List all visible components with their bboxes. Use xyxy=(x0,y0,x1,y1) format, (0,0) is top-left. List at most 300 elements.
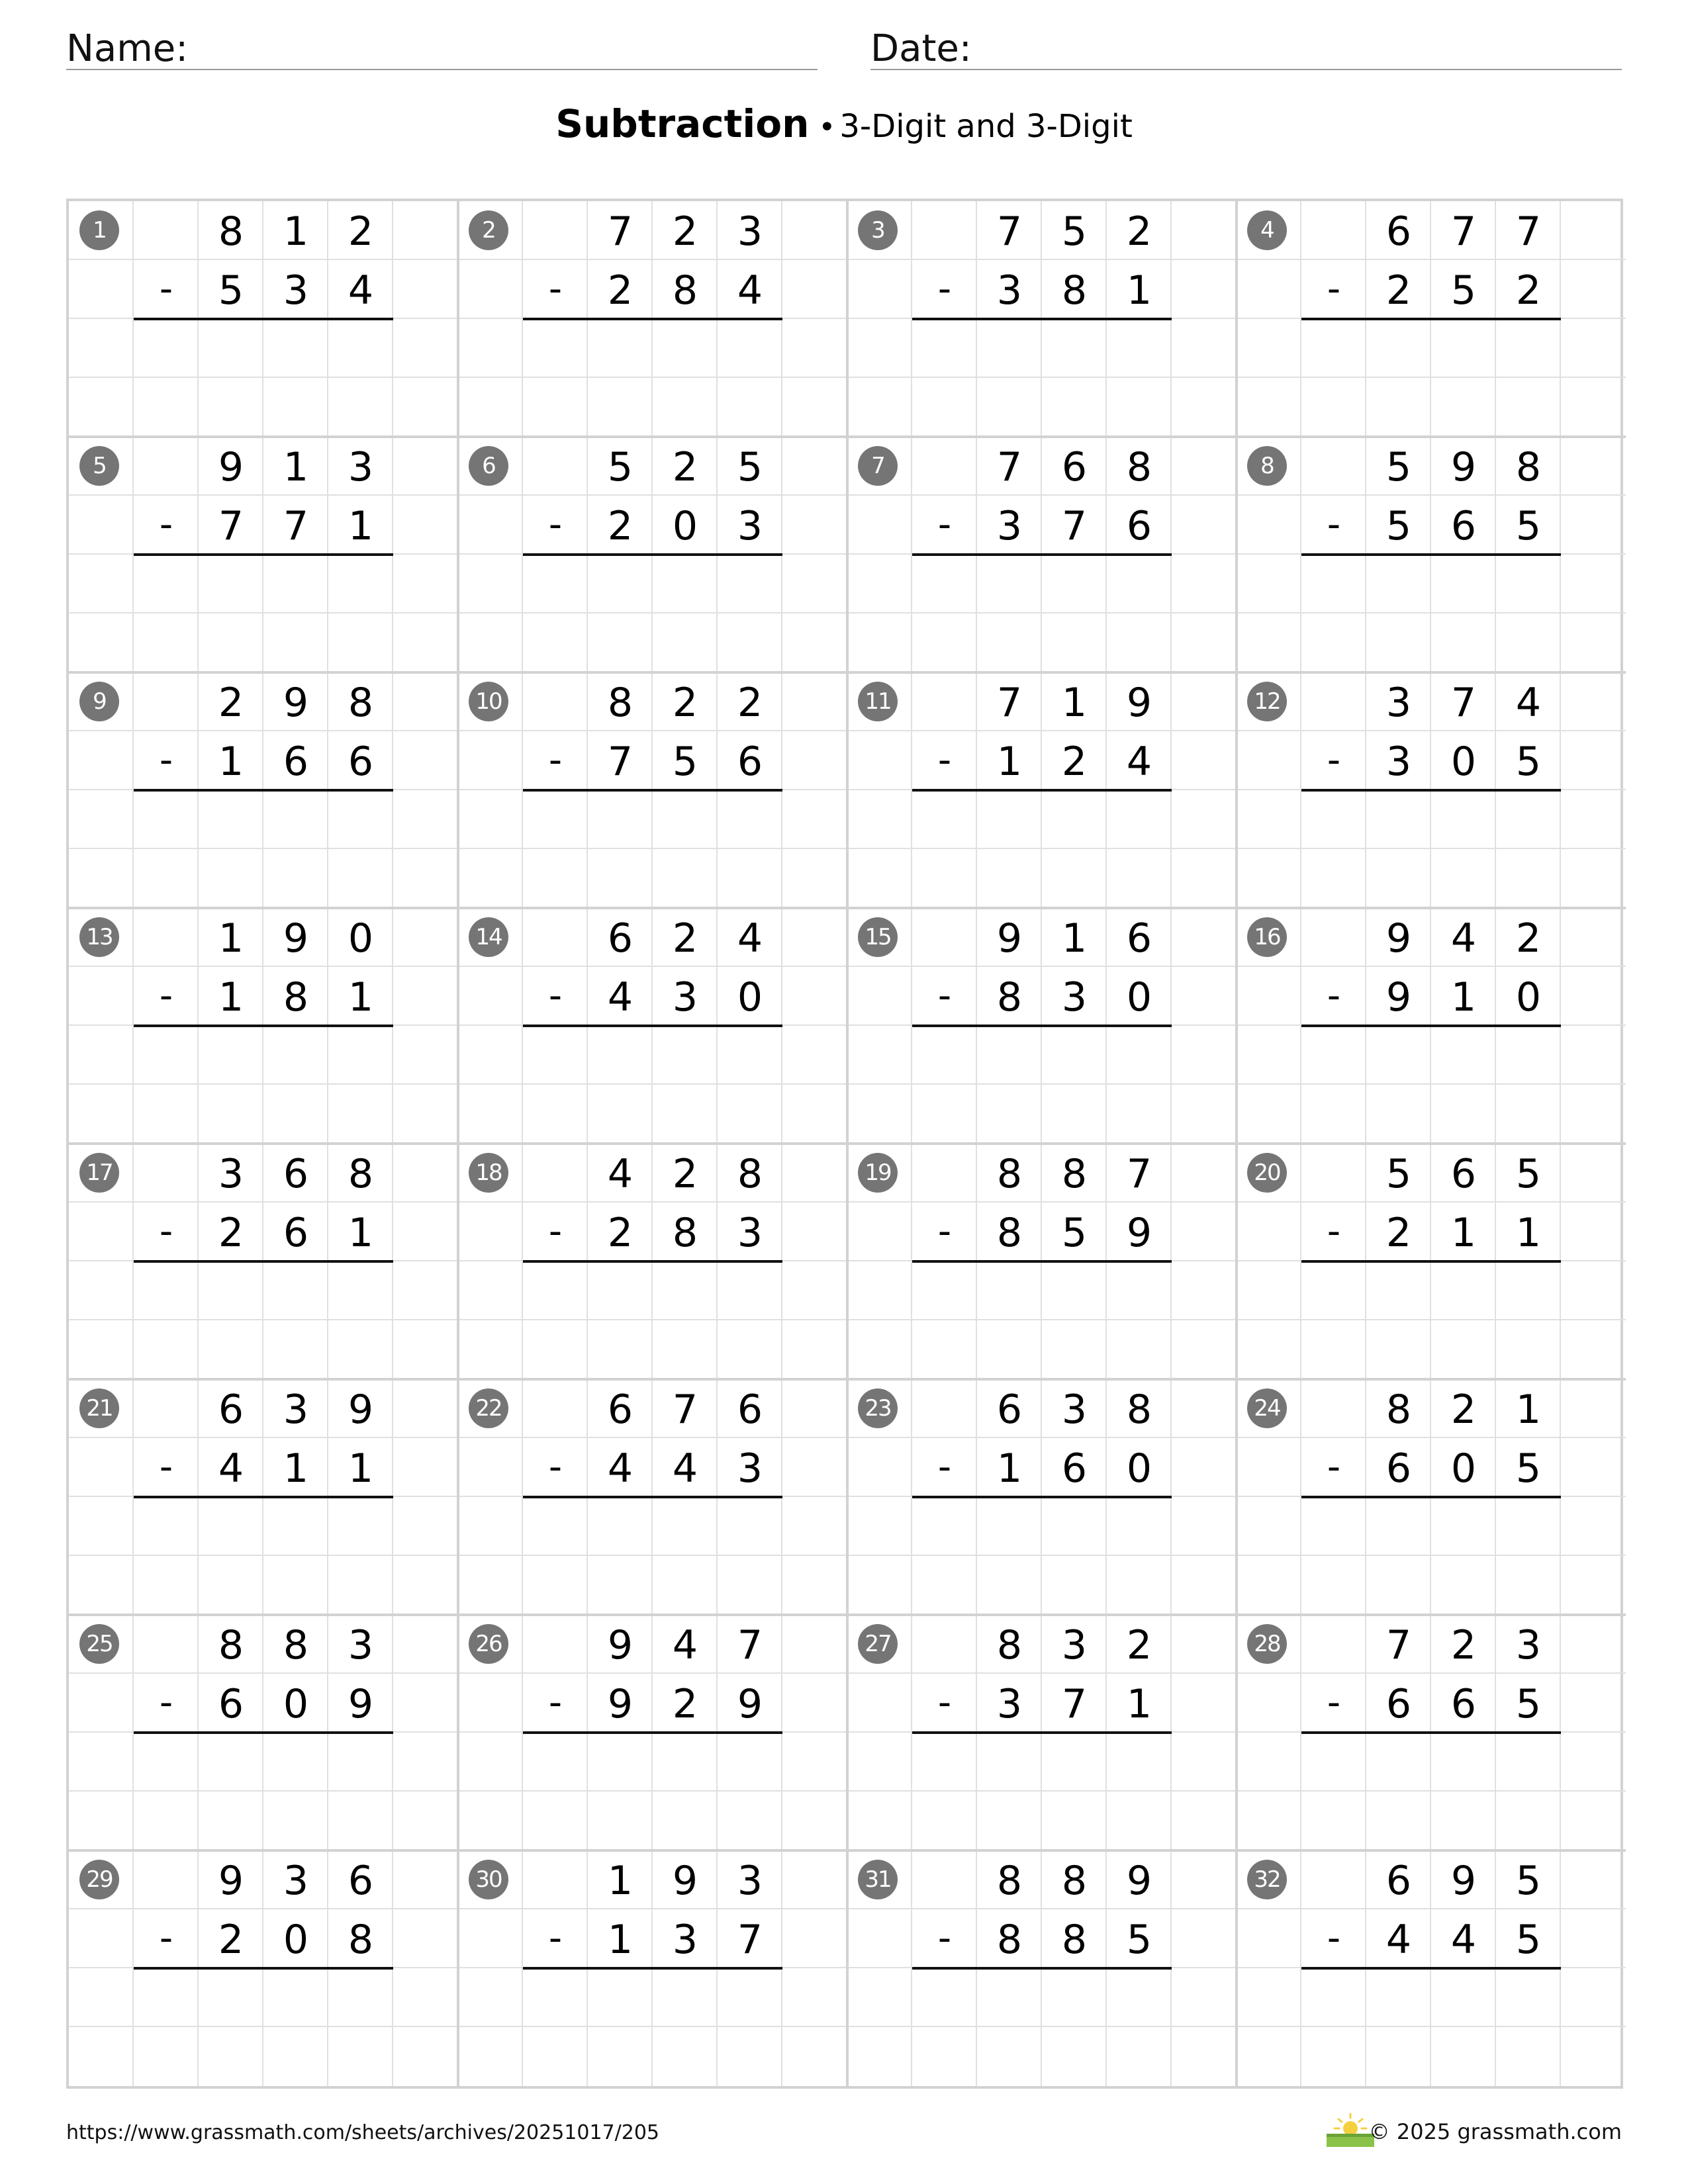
grid-cell xyxy=(1301,672,1366,731)
grid-cell xyxy=(1561,1674,1626,1733)
grid-cell xyxy=(912,1379,977,1438)
grid-cell xyxy=(1301,1144,1366,1203)
problem-number-badge: 2 xyxy=(469,210,508,250)
subtrahend-digit: 5 xyxy=(1515,1681,1542,1727)
subtrahend-digit: 1 xyxy=(996,739,1023,785)
minuend-digit: 6 xyxy=(348,1858,374,1904)
grid-cell xyxy=(458,849,523,908)
subtrahend-digit: 3 xyxy=(672,1917,698,1963)
answer-area[interactable] xyxy=(1301,1497,1561,1615)
grid-cell xyxy=(1301,1379,1366,1438)
grid-cell xyxy=(69,260,134,319)
grid-cell xyxy=(69,555,134,614)
grid-cell xyxy=(393,319,458,378)
subtrahend-digit: 3 xyxy=(283,267,309,314)
grid-cell xyxy=(69,378,134,437)
subtrahend-digit: 2 xyxy=(607,1210,633,1256)
grid-cell xyxy=(1561,1026,1626,1085)
minuend-digit: 9 xyxy=(348,1387,374,1433)
grid-cell xyxy=(1172,1438,1237,1497)
grid-cell xyxy=(1561,2027,1626,2086)
subtrahend-digit: 1 xyxy=(1450,974,1477,1021)
subtrahend-digit: 2 xyxy=(1061,739,1088,785)
answer-area[interactable] xyxy=(1301,790,1561,908)
subtrahend-digit: 2 xyxy=(1515,267,1542,314)
subtrahend-digit: 4 xyxy=(672,1445,698,1492)
subtrahend-digit: 6 xyxy=(1061,1445,1088,1492)
grid-cell xyxy=(458,1085,523,1144)
subtrahend-digit: 2 xyxy=(1385,267,1412,314)
grid-cell xyxy=(847,1556,912,1615)
grid-cell xyxy=(1172,849,1237,908)
subtrahend-digit: 3 xyxy=(996,1681,1023,1727)
problem-number-badge: 20 xyxy=(1247,1153,1287,1193)
grid-cell xyxy=(1172,1085,1237,1144)
subtrahend-digit: 0 xyxy=(1515,974,1542,1021)
subtrahend-digit: 8 xyxy=(283,974,309,1021)
minuend-digit: 4 xyxy=(607,1151,633,1197)
grid-cell xyxy=(458,1733,523,1792)
subtrahend-digit: 8 xyxy=(348,1917,374,1963)
subtrahend-digit: 6 xyxy=(1450,1681,1477,1727)
subtrahend-digit: 4 xyxy=(1450,1917,1477,1963)
subtrahend-digit: 6 xyxy=(283,739,309,785)
answer-area[interactable] xyxy=(912,1968,1172,2086)
grid-cell xyxy=(393,1968,458,2027)
minus-sign: - xyxy=(548,974,563,1017)
grid-cell xyxy=(1172,1674,1237,1733)
grid-cell xyxy=(782,1026,847,1085)
grid-cell xyxy=(847,849,912,908)
minuend-digit: 6 xyxy=(996,1387,1023,1433)
minuend-digit: 8 xyxy=(218,208,244,255)
grid-cell xyxy=(847,1026,912,1085)
answer-area[interactable] xyxy=(1301,1968,1561,2086)
grid-cell xyxy=(1237,1438,1301,1497)
minuend-digit: 4 xyxy=(672,1622,698,1668)
grid-cell xyxy=(523,908,588,967)
grid-cell xyxy=(1172,260,1237,319)
answer-area[interactable] xyxy=(912,1497,1172,1615)
grid-cell xyxy=(69,1909,134,1968)
grid-cell xyxy=(458,731,523,790)
answer-area[interactable] xyxy=(134,1026,393,1144)
grid-cell xyxy=(847,1792,912,1850)
subtrahend-digit: 5 xyxy=(1126,1917,1152,1963)
grid-cell xyxy=(912,1144,977,1203)
minus-sign: - xyxy=(937,1445,952,1488)
minuend-digit: 6 xyxy=(218,1387,244,1433)
grid-cell xyxy=(134,908,199,967)
subtrahend-digit: 1 xyxy=(283,1445,309,1492)
grid-cell xyxy=(1561,1261,1626,1320)
grid-cell xyxy=(1301,1850,1366,1909)
minus-sign: - xyxy=(937,974,952,1017)
answer-area[interactable] xyxy=(1301,1733,1561,1850)
minuend-digit: 5 xyxy=(1515,1858,1542,1904)
answer-area[interactable] xyxy=(134,319,393,437)
grid-cell xyxy=(847,378,912,437)
answer-area[interactable] xyxy=(912,790,1172,908)
answer-area[interactable] xyxy=(134,1261,393,1379)
subtrahend-digit: 9 xyxy=(1126,1210,1152,1256)
subtrahend-digit: 4 xyxy=(607,1445,633,1492)
subtrahend-digit: 0 xyxy=(283,1917,309,1963)
grid-cell xyxy=(1301,437,1366,496)
answer-area[interactable] xyxy=(1301,1261,1561,1379)
minuend-digit: 7 xyxy=(737,1622,763,1668)
grid-cell xyxy=(69,1261,134,1320)
grid-cell xyxy=(134,1615,199,1674)
grid-cell xyxy=(393,555,458,614)
grid-cell xyxy=(1237,1968,1301,2027)
minuend-digit: 7 xyxy=(1385,1622,1412,1668)
grid-cell xyxy=(1172,1850,1237,1909)
grid-cell xyxy=(782,1438,847,1497)
problem-number-badge: 15 xyxy=(858,917,898,957)
grid-cell xyxy=(1561,319,1626,378)
subtrahend-digit: 1 xyxy=(1126,1681,1152,1727)
grid-cell xyxy=(458,1261,523,1320)
grid-cell xyxy=(847,1968,912,2027)
minuend-digit: 3 xyxy=(283,1858,309,1904)
grid-cell xyxy=(393,2027,458,2086)
grid-cell xyxy=(782,1556,847,1615)
grid-cell xyxy=(1172,1320,1237,1379)
minuend-digit: 1 xyxy=(1515,1387,1542,1433)
minuend-digit: 9 xyxy=(1450,444,1477,490)
grid-cell xyxy=(393,1615,458,1674)
minus-sign: - xyxy=(548,739,563,782)
grid-cell xyxy=(1301,908,1366,967)
grid-cell xyxy=(134,437,199,496)
problem-number-badge: 13 xyxy=(79,917,119,957)
grid-cell xyxy=(1561,1203,1626,1261)
minuend-digit: 2 xyxy=(1515,915,1542,962)
answer-area[interactable] xyxy=(134,1733,393,1850)
problem-number-badge: 11 xyxy=(858,682,898,721)
minuend-digit: 9 xyxy=(283,680,309,726)
minus-sign: - xyxy=(159,1210,173,1253)
grid-cell xyxy=(847,1674,912,1733)
grid-cell xyxy=(458,1320,523,1379)
grid-cell xyxy=(847,967,912,1026)
subtrahend-digit: 5 xyxy=(218,267,244,314)
minuend-digit: 2 xyxy=(1126,208,1152,255)
grid-cell xyxy=(393,731,458,790)
answer-area[interactable] xyxy=(523,319,782,437)
minuend-digit: 2 xyxy=(672,444,698,490)
minus-sign: - xyxy=(548,1917,563,1960)
answer-area[interactable] xyxy=(134,555,393,672)
grid-cell xyxy=(1237,319,1301,378)
grid-cell xyxy=(69,1438,134,1497)
grid-cell xyxy=(782,672,847,731)
grid-cell xyxy=(1237,1320,1301,1379)
subtrahend-digit: 6 xyxy=(1385,1445,1412,1492)
minuend-digit: 9 xyxy=(1126,1858,1152,1904)
subtrahend-digit: 5 xyxy=(1515,1917,1542,1963)
grid-cell xyxy=(1561,1968,1626,2027)
grid-cell xyxy=(782,2027,847,2086)
subtrahend-digit: 3 xyxy=(996,503,1023,549)
minuend-digit: 9 xyxy=(283,915,309,962)
grid-cell xyxy=(1172,555,1237,614)
subtrahend-digit: 5 xyxy=(1385,503,1412,549)
answer-area[interactable] xyxy=(1301,319,1561,437)
grid-cell xyxy=(1237,1674,1301,1733)
grid-cell xyxy=(523,672,588,731)
grid-cell xyxy=(782,1674,847,1733)
minuend-digit: 7 xyxy=(1450,680,1477,726)
subtrahend-digit: 5 xyxy=(1515,503,1542,549)
minuend-digit: 3 xyxy=(283,1387,309,1433)
subtrahend-digit: 1 xyxy=(348,1210,374,1256)
minuend-digit: 6 xyxy=(1061,444,1088,490)
minus-sign: - xyxy=(159,1445,173,1488)
answer-area[interactable] xyxy=(523,790,782,908)
grid-cell xyxy=(912,672,977,731)
minuend-digit: 1 xyxy=(1061,680,1088,726)
grid-cell xyxy=(782,319,847,378)
grid-cell xyxy=(523,201,588,260)
minuend-digit: 2 xyxy=(672,915,698,962)
minuend-digit: 4 xyxy=(1450,915,1477,962)
answer-area[interactable] xyxy=(523,555,782,672)
minus-sign: - xyxy=(937,1210,952,1253)
subtrahend-digit: 7 xyxy=(1061,1681,1088,1727)
subtrahend-digit: 4 xyxy=(737,267,763,314)
minuend-digit: 6 xyxy=(607,1387,633,1433)
answer-area[interactable] xyxy=(912,1261,1172,1379)
minuend-digit: 5 xyxy=(1385,1151,1412,1197)
minus-sign: - xyxy=(1327,1210,1341,1253)
grid-cell xyxy=(1561,1438,1626,1497)
problem-number-badge: 25 xyxy=(79,1624,119,1664)
grid-cell xyxy=(69,731,134,790)
grid-cell xyxy=(1172,1615,1237,1674)
minuend-digit: 2 xyxy=(672,1151,698,1197)
grid-cell xyxy=(847,1733,912,1792)
grid-cell xyxy=(134,1144,199,1203)
grid-cell xyxy=(1172,1497,1237,1556)
title-main: Subtraction xyxy=(555,101,810,146)
answer-area[interactable] xyxy=(912,319,1172,437)
answer-area[interactable] xyxy=(912,1733,1172,1850)
subtrahend-digit: 7 xyxy=(1061,503,1088,549)
grid-cell xyxy=(69,1674,134,1733)
subtrahend-digit: 8 xyxy=(1061,267,1088,314)
grid-cell xyxy=(1561,967,1626,1026)
date-label: Date: xyxy=(870,27,972,70)
answer-area[interactable] xyxy=(134,790,393,908)
minuend-digit: 8 xyxy=(996,1858,1023,1904)
problem-number-badge: 10 xyxy=(469,682,508,721)
answer-area[interactable] xyxy=(1301,1026,1561,1144)
subtrahend-digit: 3 xyxy=(737,1445,763,1492)
minuend-digit: 6 xyxy=(737,1387,763,1433)
problem-number-badge: 29 xyxy=(79,1860,119,1899)
grid-cell xyxy=(782,908,847,967)
minus-sign: - xyxy=(159,267,173,310)
minuend-digit: 5 xyxy=(737,444,763,490)
grid-cell xyxy=(1561,1733,1626,1792)
grid-cell xyxy=(782,1320,847,1379)
grid-cell xyxy=(458,790,523,849)
grid-cell xyxy=(1172,1026,1237,1085)
grid-cell xyxy=(1172,2027,1237,2086)
grid-cell xyxy=(69,614,134,672)
subtrahend-digit: 6 xyxy=(218,1681,244,1727)
date-field[interactable] xyxy=(870,24,1622,70)
problem-number-badge: 7 xyxy=(858,446,898,486)
grid-cell xyxy=(458,378,523,437)
grid-cell xyxy=(393,260,458,319)
subtrahend-digit: 5 xyxy=(1515,739,1542,785)
grid-cell xyxy=(1561,731,1626,790)
grid-cell xyxy=(69,1497,134,1556)
grid-cell xyxy=(393,1320,458,1379)
grid-cell xyxy=(1561,1850,1626,1909)
grid-cell xyxy=(393,378,458,437)
problem-number-badge: 22 xyxy=(469,1388,508,1428)
grid-cell xyxy=(847,1085,912,1144)
grid-cell xyxy=(1237,849,1301,908)
grid-cell xyxy=(1237,731,1301,790)
grid-cell xyxy=(69,1085,134,1144)
grid-cell xyxy=(1172,672,1237,731)
grid-cell xyxy=(782,1909,847,1968)
grid-cell xyxy=(782,790,847,849)
grid-cell xyxy=(1237,378,1301,437)
grid-cell xyxy=(69,1733,134,1792)
minus-sign: - xyxy=(159,974,173,1017)
minuend-digit: 2 xyxy=(1450,1622,1477,1668)
subtrahend-digit: 8 xyxy=(996,974,1023,1021)
grid-cell xyxy=(134,201,199,260)
minus-sign: - xyxy=(1327,1681,1341,1724)
subtrahend-digit: 4 xyxy=(218,1445,244,1492)
grid-cell xyxy=(1237,1261,1301,1320)
grid-cell xyxy=(458,1438,523,1497)
subtrahend-digit: 2 xyxy=(218,1210,244,1256)
footer-copyright: © 2025 grassmath.com xyxy=(1368,2119,1622,2144)
answer-area[interactable] xyxy=(523,1497,782,1615)
minus-sign: - xyxy=(159,1681,173,1724)
minuend-digit: 6 xyxy=(283,1151,309,1197)
grid-cell xyxy=(393,790,458,849)
minus-sign: - xyxy=(159,739,173,782)
subtrahend-digit: 0 xyxy=(737,974,763,1021)
grid-cell xyxy=(847,555,912,614)
answer-area[interactable] xyxy=(523,1968,782,2086)
grid-cell xyxy=(1172,319,1237,378)
subtrahend-digit: 0 xyxy=(672,503,698,549)
grid-cell xyxy=(393,614,458,672)
minus-sign: - xyxy=(1327,503,1341,546)
minuend-digit: 6 xyxy=(1126,915,1152,962)
grid-cell xyxy=(1172,437,1237,496)
grid-cell xyxy=(134,1850,199,1909)
answer-area[interactable] xyxy=(134,1497,393,1615)
grid-cell xyxy=(1237,496,1301,555)
grid-cell xyxy=(1237,614,1301,672)
minuend-digit: 8 xyxy=(607,680,633,726)
subtrahend-digit: 5 xyxy=(1061,1210,1088,1256)
name-field[interactable] xyxy=(66,24,818,70)
subtrahend-digit: 2 xyxy=(1385,1210,1412,1256)
problem-number-badge: 18 xyxy=(469,1153,508,1193)
grid-cell xyxy=(1561,1615,1626,1674)
subtrahend-digit: 2 xyxy=(672,1681,698,1727)
subtrahend-digit: 8 xyxy=(1061,1917,1088,1963)
subtrahend-digit: 8 xyxy=(996,1210,1023,1256)
minus-sign: - xyxy=(937,503,952,546)
subtrahend-digit: 1 xyxy=(1515,1210,1542,1256)
grid-cell xyxy=(1172,908,1237,967)
grid-cell xyxy=(1561,1379,1626,1438)
grid-cell xyxy=(69,2027,134,2086)
answer-area[interactable] xyxy=(523,1026,782,1144)
grid-cell xyxy=(458,1026,523,1085)
answer-area[interactable] xyxy=(523,1261,782,1379)
grid-cell xyxy=(782,496,847,555)
problem-number-badge: 31 xyxy=(858,1860,898,1899)
answer-area[interactable] xyxy=(1301,555,1561,672)
minus-sign: - xyxy=(548,1681,563,1724)
grid-cell xyxy=(458,260,523,319)
subtrahend-digit: 5 xyxy=(1515,1445,1542,1492)
grid-cell xyxy=(69,496,134,555)
answer-area[interactable] xyxy=(912,555,1172,672)
grid-cell xyxy=(1237,260,1301,319)
minus-sign: - xyxy=(1327,1445,1341,1488)
minus-sign: - xyxy=(1327,974,1341,1017)
subtrahend-digit: 4 xyxy=(1385,1917,1412,1963)
minuend-digit: 3 xyxy=(1061,1622,1088,1668)
problem-number-badge: 1 xyxy=(79,210,119,250)
grid-cell xyxy=(458,496,523,555)
minus-sign: - xyxy=(159,1917,173,1960)
grid-cell xyxy=(1561,378,1626,437)
grid-cell xyxy=(1172,1556,1237,1615)
minuend-digit: 5 xyxy=(1385,444,1412,490)
answer-area[interactable] xyxy=(912,1026,1172,1144)
subtrahend-digit: 1 xyxy=(218,974,244,1021)
subtrahend-digit: 9 xyxy=(1385,974,1412,1021)
minuend-digit: 8 xyxy=(348,680,374,726)
grid-cell xyxy=(847,319,912,378)
grid-cell xyxy=(393,1850,458,1909)
answer-area[interactable] xyxy=(134,1968,393,2086)
grid-cell xyxy=(782,437,847,496)
answer-area[interactable] xyxy=(523,1733,782,1850)
grid-cell xyxy=(782,1144,847,1203)
grid-cell xyxy=(69,1556,134,1615)
grid-cell xyxy=(393,1497,458,1556)
grid-cell xyxy=(1172,790,1237,849)
grid-cell xyxy=(523,1850,588,1909)
grid-cell xyxy=(847,1203,912,1261)
grid-cell xyxy=(1561,201,1626,260)
subtrahend-digit: 2 xyxy=(607,267,633,314)
grid-cell xyxy=(523,1379,588,1438)
minuend-digit: 7 xyxy=(996,208,1023,255)
grid-cell xyxy=(782,967,847,1026)
grid-cell xyxy=(1561,790,1626,849)
grid-cell xyxy=(69,849,134,908)
grid-cell xyxy=(69,1792,134,1850)
